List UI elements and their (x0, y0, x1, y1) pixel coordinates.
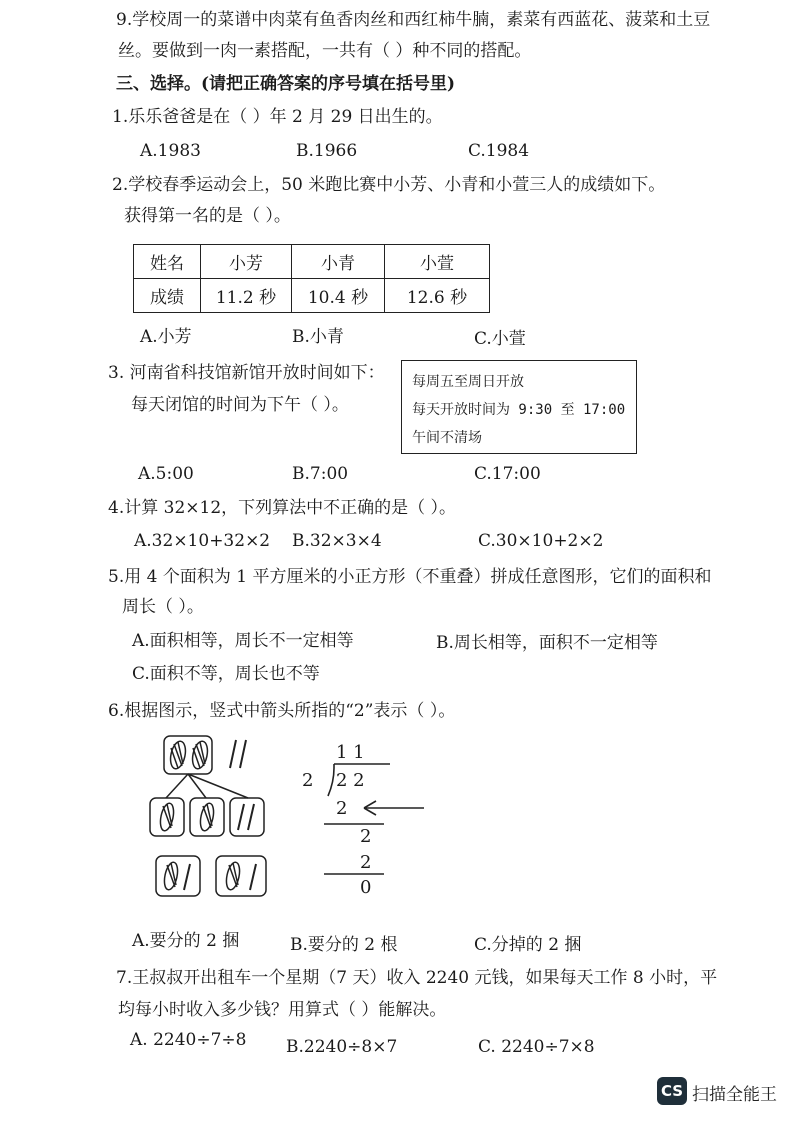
q3-option-b: B.7:00 (292, 464, 349, 484)
q4-option-a: A.32×10+32×2 (134, 531, 271, 551)
q1-option-b: B.1966 (296, 141, 358, 161)
table-header-cell: 姓名 (134, 245, 201, 279)
table-cell: 成绩 (134, 279, 201, 313)
q2-option-c: C.小萱 (474, 329, 526, 349)
division-dividend: 2 2 (336, 770, 365, 791)
table-row (134, 245, 490, 279)
q5-option-c: C.面积不等，周长也不等 (132, 664, 320, 684)
q6-option-a: A.要分的 2 捆 (132, 931, 240, 951)
division-lines (310, 760, 440, 880)
q5-option-a: A.面积相等，周长不一定相等 (132, 631, 354, 651)
table-cell: 11.2 秒 (201, 279, 292, 313)
q2-line2: 获得第一名的是（ ）。 (124, 206, 291, 226)
q2-line1: 2.学校春季运动会上，50 米跑比赛中小芳、小青和小萱三人的成绩如下。 (112, 175, 666, 195)
sticks-diagram (140, 730, 280, 910)
q4-text: 4.计算 32×12，下列算法中不正确的是（ ）。 (108, 498, 457, 518)
q3-option-c: C.17:00 (474, 464, 541, 484)
q6-option-b: B.要分的 2 根 (290, 935, 398, 955)
scores-table (133, 244, 490, 313)
table-header-cell: 小萱 (385, 245, 490, 279)
division-quotient: 1 1 (336, 742, 365, 763)
division-step: 2 (360, 852, 372, 873)
q9-line1: 9.学校周一的菜谱中肉菜有鱼香肉丝和西红柿牛腩，素菜有西蓝花、菠菜和土豆 (116, 10, 711, 30)
camscanner-logo: CS (657, 1077, 687, 1105)
q5-option-b: B.周长相等，面积不一定相等 (436, 633, 658, 653)
notice-line: 每天开放时间为 9:30 至 17:00 (412, 402, 626, 418)
q5-line2: 周长（ ）。 (122, 597, 204, 617)
q9-line2: 丝。要做到一肉一素搭配，一共有（ ）种不同的搭配。 (118, 41, 532, 61)
q7-option-b: B.2240÷8×7 (286, 1037, 398, 1057)
q3-option-a: A.5:00 (138, 464, 194, 484)
q2-option-b: B.小青 (292, 327, 344, 347)
q1-text: 1.乐乐爸爸是在（ ）年 2 月 29 日出生的。 (112, 107, 443, 127)
section-title: 三、选择。(请把正确答案的序号填在括号里) (116, 74, 456, 94)
table-cell: 12.6 秒 (385, 279, 490, 313)
q5-line1: 5.用 4 个面积为 1 平方厘米的小正方形（不重叠）拼成任意图形，它们的面积和 (108, 567, 712, 587)
table-cell: 10.4 秒 (292, 279, 385, 313)
q2-option-a: A.小芳 (140, 327, 192, 347)
watermark-text: 扫描全能王 (692, 1085, 777, 1105)
q7-option-c: C. 2240÷7×8 (478, 1037, 595, 1057)
division-divisor: 2 (302, 770, 314, 791)
notice-line: 午间不清场 (412, 430, 482, 446)
division-step: 2 (336, 798, 348, 819)
division-remainder: 0 (360, 877, 372, 898)
division-step: 2 (360, 826, 372, 847)
q6-text: 6.根据图示，竖式中箭头所指的“2”表示（ ）。 (108, 701, 456, 721)
table-header-cell: 小青 (292, 245, 385, 279)
q3-line2: 每天闭馆的时间为下午（ ）。 (131, 395, 349, 415)
q4-option-c: C.30×10+2×2 (478, 531, 604, 551)
table-header-cell: 小芳 (201, 245, 292, 279)
q1-option-a: A.1983 (140, 141, 201, 161)
table-row (134, 279, 490, 313)
q1-option-c: C.1984 (468, 141, 530, 161)
q7-option-a: A. 2240÷7÷8 (130, 1030, 247, 1050)
q6-option-c: C.分掉的 2 捆 (474, 935, 582, 955)
opening-hours-notice (401, 360, 637, 454)
q4-option-b: B.32×3×4 (292, 531, 382, 551)
q3-line1: 3. 河南省科技馆新馆开放时间如下： (108, 363, 385, 383)
q7-line2: 均每小时收入多少钱？用算式（ ）能解决。 (118, 1000, 447, 1020)
q7-line1: 7.王叔叔开出租车一个星期（7 天）收入 2240 元钱，如果每天工作 8 小时，平 (116, 968, 718, 988)
notice-line: 每周五至周日开放 (412, 374, 524, 390)
